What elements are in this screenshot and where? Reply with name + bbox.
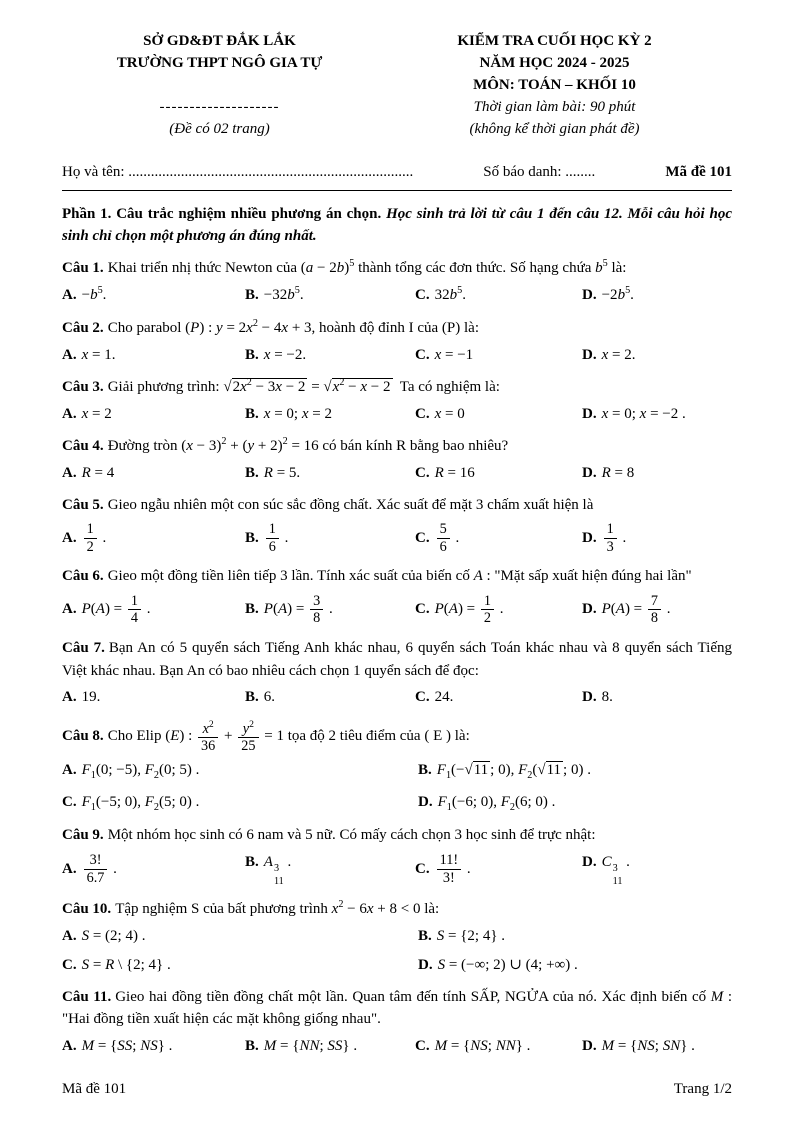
question-number: Câu 11. bbox=[62, 988, 112, 1005]
question-options bbox=[62, 685, 732, 710]
department-name: SỞ GD&ĐT ĐẮK LẮK bbox=[143, 33, 296, 49]
option-d: D. C 3 11 . bbox=[582, 853, 630, 887]
option-c: C. R = 16 bbox=[415, 465, 475, 482]
question-number: Câu 9. bbox=[62, 826, 104, 843]
page-count-note: (Đề có 02 trang) bbox=[169, 121, 270, 137]
question-options bbox=[62, 758, 732, 816]
option-b: B. R = 5. bbox=[245, 465, 301, 482]
question-stem bbox=[62, 897, 732, 921]
question-text: Gieo hai đồng tiền đồng chất một lần. Quan tâm đến tính SẤP, NGỬA của nó. Xác định biến cố M : "Hai đồng tiền xuất hiện các mặt không giống nhau". bbox=[62, 988, 732, 1028]
question-options bbox=[62, 591, 732, 629]
question-8 bbox=[62, 718, 732, 816]
question-stem bbox=[62, 256, 732, 280]
question-stem bbox=[62, 565, 732, 588]
question-text: Cho Elip (E) : $\frac{x^2}{36}$ + $\frac{y^2}{25}$ = 1 tọa độ 2 tiêu điểm của ( E ) là: bbox=[107, 718, 470, 754]
question-6 bbox=[62, 565, 732, 629]
question-9 bbox=[62, 824, 732, 889]
subject-grade: MÔN: TOÁN – KHỐI 10 bbox=[473, 77, 636, 93]
option-d: D. S = (−∞; 2) ∪ (4; +∞) . bbox=[418, 957, 578, 974]
question-2 bbox=[62, 316, 732, 367]
option-c: C. M = {NS; NN} . bbox=[415, 1038, 531, 1055]
option-d: D. x = 0; x = −2 . bbox=[582, 405, 686, 422]
option-c: C. P(A) = $\frac{1}{2}$ . bbox=[415, 593, 504, 627]
question-options bbox=[62, 850, 732, 889]
option-d: D. R = 8 bbox=[582, 465, 635, 482]
option-d: D. x = 2. bbox=[582, 346, 636, 363]
question-options bbox=[62, 461, 732, 486]
part1-title: Phần 1. Câu trắc nghiệm nhiều phương án chọn. bbox=[62, 206, 382, 222]
question-options bbox=[62, 402, 732, 427]
question-number: Câu 2. bbox=[62, 319, 104, 336]
student-name-field: Họ và tên: ............................................................................ bbox=[62, 164, 414, 180]
option-b: B. P(A) = $\frac{3}{8}$ . bbox=[245, 593, 333, 627]
question-number: Câu 4. bbox=[62, 438, 104, 455]
question-text: Một nhóm học sinh có 6 nam và 5 nữ. Có mấy cách chọn 3 học sinh để trực nhật: bbox=[107, 826, 596, 843]
option-a: A. x = 1. bbox=[62, 346, 116, 363]
option-a: A. $-b^5$. bbox=[62, 285, 107, 304]
footer-page-number: Trang 1/2 bbox=[673, 1081, 732, 1097]
header-left-block bbox=[62, 30, 377, 140]
option-b: B. A 3 11 . bbox=[245, 853, 292, 887]
separator-dashes: -------------------- bbox=[159, 99, 280, 115]
question-stem bbox=[62, 824, 732, 847]
option-c: C. x = 0 bbox=[415, 405, 465, 422]
question-text: Bạn An có 5 quyển sách Tiếng Anh khác nhau, 6 quyển sách Toán khác nhau và 8 quyển sách Tiếng Việt khác nhau. Bạn An có bao nhiêu cách chọn 1 quyển sách để đọc: bbox=[62, 639, 732, 679]
question-text: Khai triển nhị thức Newton của $(a - 2b)^5$ thành tổng các đơn thức. Số hạng chứa $b^5$ là: bbox=[107, 257, 627, 276]
option-b: B. $-32b^5$. bbox=[245, 285, 304, 304]
question-text: Gieo một đồng tiền liên tiếp 3 lần. Tính xác suất của biến cố A : "Mặt sấp xuất hiện đúng hai lần" bbox=[107, 568, 692, 585]
question-text: Tập nghiệm S của bất phương trình $x^2 - 6x + 8 < 0$ là: bbox=[115, 898, 440, 917]
question-5 bbox=[62, 494, 732, 558]
option-a: A. x = 2 bbox=[62, 405, 112, 422]
question-options bbox=[62, 343, 732, 368]
question-number: Câu 10. bbox=[62, 900, 112, 917]
part1-instructions: Học sinh trả lời từ câu 1 đến câu 12. Mỗi câu hỏi học sinh chỉ chọn một phương án đúng nhất. bbox=[62, 206, 733, 244]
option-a: A. $\frac{3!}{6.7}$ . bbox=[62, 852, 117, 886]
option-d: D. 8. bbox=[582, 689, 613, 706]
option-d: D. $F_1(-6$; 0), $F_2(6$; 0) . bbox=[418, 793, 556, 813]
question-number: Câu 5. bbox=[62, 496, 104, 513]
question-text: Gieo ngẫu nhiên một con súc sắc đồng chất. Xác suất để mặt 3 chấm xuất hiện là bbox=[107, 496, 594, 513]
option-b: B. x = 0; x = 2 bbox=[245, 405, 332, 422]
option-c: C. S = R \ {2; 4} . bbox=[62, 957, 171, 974]
question-4 bbox=[62, 434, 732, 485]
option-c: C. $F_1(-5$; 0), $F_2(5$; 0) . bbox=[62, 793, 200, 813]
part1-heading bbox=[62, 204, 732, 248]
option-b: B. M = {NN; SS} . bbox=[245, 1038, 358, 1055]
question-11 bbox=[62, 986, 732, 1059]
student-id-row bbox=[62, 164, 732, 191]
option-c: C. $\frac{11!}{3!}$ . bbox=[415, 852, 471, 886]
header-right-block bbox=[377, 30, 732, 140]
question-stem bbox=[62, 494, 732, 517]
option-d: D. M = {NS; SN} . bbox=[582, 1038, 695, 1055]
question-stem bbox=[62, 986, 732, 1032]
question-7 bbox=[62, 637, 732, 710]
question-stem bbox=[62, 375, 732, 399]
question-number: Câu 1. bbox=[62, 259, 104, 276]
question-number: Câu 8. bbox=[62, 728, 104, 745]
option-a: A. S = (2; 4) . bbox=[62, 927, 146, 944]
question-stem bbox=[62, 434, 732, 458]
question-text: Đường tròn $(x - 3)^2 + (y + 2)^2 = 16$ có bán kính R bằng bao nhiêu? bbox=[107, 436, 509, 455]
option-a: A. P(A) = $\frac{1}{4}$ . bbox=[62, 593, 151, 627]
page-footer bbox=[62, 1081, 732, 1098]
option-b: B. 6. bbox=[245, 689, 276, 706]
question-stem bbox=[62, 637, 732, 683]
option-b: B. $\frac{1}{6}$ . bbox=[245, 521, 289, 555]
exam-code-badge: Mã đề 101 bbox=[665, 164, 732, 180]
page-header bbox=[62, 30, 732, 140]
candidate-number-field: Số báo danh: ........ bbox=[483, 164, 596, 180]
option-a: A. R = 4 bbox=[62, 465, 115, 482]
footer-exam-code: Mã đề 101 bbox=[62, 1081, 127, 1097]
question-options bbox=[62, 519, 732, 557]
option-a: A. 19. bbox=[62, 689, 101, 706]
duration-subnote: (không kể thời gian phát đề) bbox=[469, 121, 640, 137]
question-options bbox=[62, 1034, 732, 1059]
option-d: D. $\frac{1}{3}$ . bbox=[582, 521, 627, 555]
school-name: TRƯỜNG THPT NGÔ GIA TỰ bbox=[116, 55, 323, 71]
question-stem bbox=[62, 718, 732, 756]
question-options bbox=[62, 924, 732, 978]
option-d: D. $-2b^5$. bbox=[582, 285, 634, 304]
question-text: Giải phương trình: $√2x^2 - 3x - 2 = √x^2 - x - 2$ Ta có nghiệm là: bbox=[107, 377, 500, 396]
question-1 bbox=[62, 256, 732, 308]
option-c: C. x = −1 bbox=[415, 346, 474, 363]
exam-title: KIỂM TRA CUỐI HỌC KỲ 2 bbox=[457, 33, 652, 49]
question-number: Câu 6. bbox=[62, 568, 104, 585]
duration-note: Thời gian làm bài: 90 phút bbox=[473, 99, 636, 115]
question-options bbox=[62, 282, 732, 308]
question-10 bbox=[62, 897, 732, 978]
question-number: Câu 3. bbox=[62, 379, 104, 396]
school-year: NĂM HỌC 2024 - 2025 bbox=[479, 55, 630, 71]
option-c: C. $\frac{5}{6}$ . bbox=[415, 521, 460, 555]
option-c: C. 24. bbox=[415, 689, 454, 706]
option-b: B. x = −2. bbox=[245, 346, 307, 363]
option-b: B. S = {2; 4} . bbox=[418, 927, 506, 944]
option-a: A. M = {SS; NS} . bbox=[62, 1038, 173, 1055]
question-number: Câu 7. bbox=[62, 639, 105, 656]
option-a: A. $\frac{1}{2}$ . bbox=[62, 521, 107, 555]
question-3 bbox=[62, 375, 732, 426]
option-c: C. $32b^5$. bbox=[415, 285, 466, 304]
question-text: Cho parabol (P) : $y = 2x^2 - 4x + 3$, hoành độ đỉnh I của (P) là: bbox=[107, 317, 479, 336]
option-d: D. P(A) = $\frac{7}{8}$ . bbox=[582, 593, 671, 627]
question-stem bbox=[62, 316, 732, 340]
option-a: A. $F_1(0$; −5), $F_2(0$; 5) . bbox=[62, 762, 200, 782]
option-b: B. $F_1(-√11$ ; 0), $F_2(√11$ ; 0) . bbox=[418, 762, 591, 782]
